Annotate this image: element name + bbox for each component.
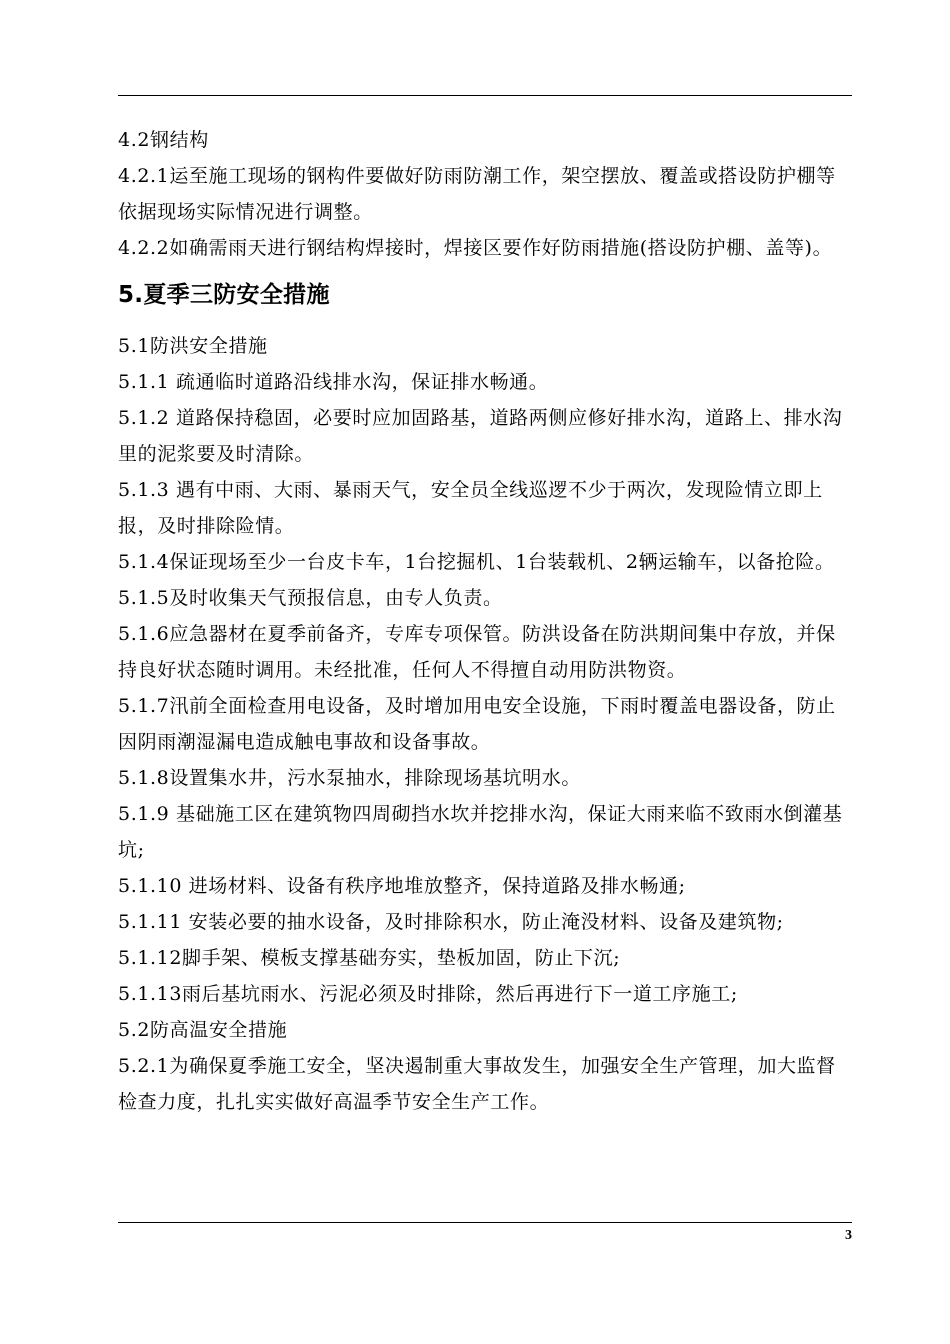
section-heading-4-2: 4.2钢结构 [118, 129, 209, 151]
header-rule [118, 95, 852, 96]
document-body [118, 122, 852, 1120]
paragraph-5-1-4: 5.1.4保证现场至少一台皮卡车，1台挖掘机、1台装载机、2辆运输车，以备抢险。 [118, 551, 835, 573]
paragraph-4-2-2: 4.2.2如确需雨天进行钢结构焊接时，焊接区要作好防雨措施(搭设防护棚、盖等)。 [118, 237, 833, 259]
paragraph-5-1-11: 5.1.11 安装必要的抽水设备，及时排除积水，防止淹没材料、设备及建筑物; [118, 911, 784, 933]
paragraph-5-2-1: 5.2.1为确保夏季施工安全，坚决遏制重大事故发生，加强安全生产管理，加大监督检查力度，扎扎实实做好高温季节安全生产工作。 [118, 1055, 836, 1113]
paragraph-5-1-13: 5.1.13雨后基坑雨水、污泥必须及时排除，然后再进行下一道工序施工; [118, 983, 738, 1005]
chapter-heading-5: 5.夏季三防安全措施 [118, 282, 330, 308]
paragraph-5-1-8: 5.1.8设置集水井，污水泵抽水，排除现场基坑明水。 [118, 767, 581, 789]
paragraph-4-2-1: 4.2.1运至施工现场的钢构件要做好防雨防潮工作，架空摆放、覆盖或搭设防护棚等依据现场实际情况进行调整。 [118, 165, 836, 223]
section-heading-5-2: 5.2防高温安全措施 [118, 1019, 288, 1041]
paragraph-5-1-5: 5.1.5及时收集天气预报信息，由专人负责。 [118, 587, 503, 609]
paragraph-5-1-1: 5.1.1 疏通临时道路沿线排水沟，保证排水畅通。 [118, 371, 549, 393]
footer-rule [118, 1222, 852, 1223]
paragraph-5-1-6: 5.1.6应急器材在夏季前备齐，专库专项保管。防洪设备在防洪期间集中存放，并保持良好状态随时调用。未经批准，任何人不得擅自动用防洪物资。 [118, 623, 836, 681]
paragraph-5-1-3: 5.1.3 遇有中雨、大雨、暴雨天气，安全员全线巡逻不少于两次，发现险情立即上报，及时排除险情。 [118, 479, 823, 537]
paragraph-5-1-10: 5.1.10 进场材料、设备有秩序地堆放整齐，保持道路及排水畅通; [118, 875, 686, 897]
page-number: 3 [845, 1228, 852, 1243]
paragraph-5-1-2: 5.1.2 道路保持稳固，必要时应加固路基，道路两侧应修好排水沟，道路上、排水沟里的泥浆要及时清除。 [118, 407, 843, 465]
paragraph-5-1-12: 5.1.12脚手架、模板支撑基础夯实，垫板加固，防止下沉; [118, 947, 621, 969]
section-heading-5-1: 5.1防洪安全措施 [118, 335, 268, 357]
paragraph-5-1-7: 5.1.7汛前全面检查用电设备，及时增加用电安全设施，下雨时覆盖电器设备，防止因阴雨潮湿漏电造成触电事故和设备事故。 [118, 695, 836, 753]
paragraph-5-1-9: 5.1.9 基础施工区在建筑物四周砌挡水坎并挖排水沟，保证大雨来临不致雨水倒灌基坑; [118, 803, 843, 861]
